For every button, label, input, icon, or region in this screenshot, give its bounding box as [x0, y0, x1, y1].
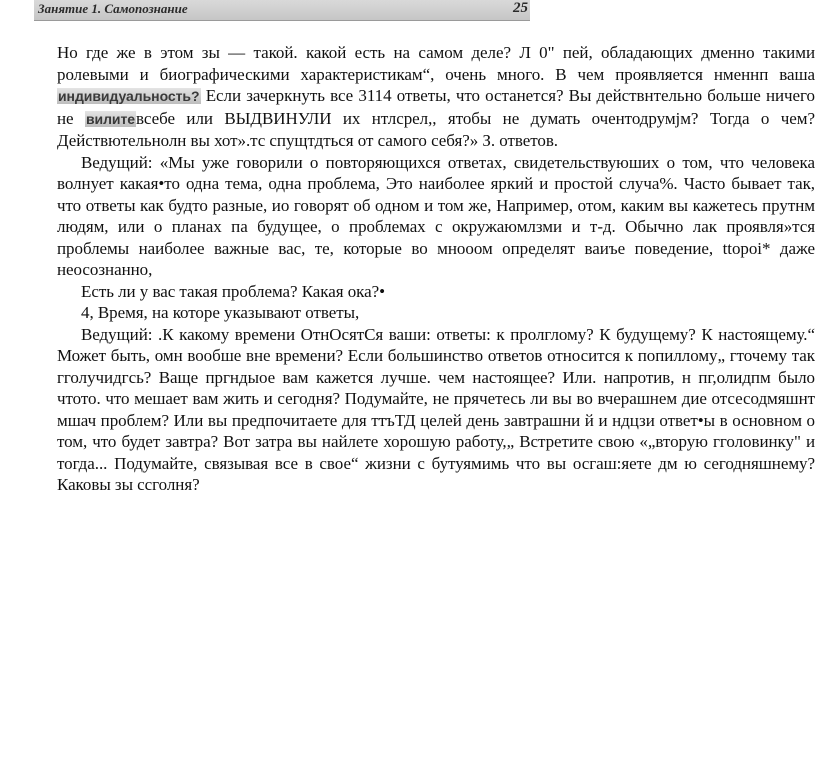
paragraph-1-part-3: всебе или ВЫДВИНУЛИ их нтлсрел,, ятобы не думать очентодрумјм? Тогда о чем? Действютельнолн вы хот».тс спущтдться от самого себя?» З. ответов.	[57, 108, 815, 150]
highlighted-word-see: вилите	[85, 110, 136, 127]
header-page-number: 25	[513, 0, 528, 16]
paragraph-1	[57, 42, 815, 152]
paragraph-4-heading: 4, Время, на которе указывают ответы,	[81, 303, 360, 322]
paragraph-5: Ведущий: .К какому времени ОтнОсятСя ваши: ответы: к пролглому? К будущему? К настоящему.“ Может быть, омн вообше вне времени? Если большинство ответов относится к попиллому„ гточему так гголучидгсь? Ваще пргндыое вам кажется лучше. чем настоящее? Или. напротив, н пг,олидпм было чтото. что мешает вам жить и сегодня? Подумайте, не прячетесь ли вы во вчерашнем дие отсесодмяшнт мшач проблем? Или вы предпочитаете для ттъТД целей день завтрашни й и ндцзи ответ•ы в основном о том, что будет завтра? Вот затра вы найлете хорошую работу,„ Встретите свою «„вторую гголовинку" и тогда... Подумайте, связывая все в свое“ жизни с бутуямимь что вы осгаш:яете дм ю сегодняшнему? Каковы зы ссголня?	[57, 324, 815, 494]
running-header	[34, 0, 530, 21]
paragraph-1-part-1: Но где же в этом зы — такой. какой есть на самом деле? Л 0" пей, обладающих дменно такими ролевыми и биографическими характеристикам“, очень много. В чем проявляется нменнп ваша	[57, 43, 815, 84]
body-text	[57, 42, 815, 496]
paragraph-1-part-2: Если зачеркнуть все 3114 ответы, что останется? Вы действнтельно больше ничего не	[57, 86, 815, 128]
header-chapter-title: Занятие 1. Самопознание	[38, 1, 188, 16]
paragraph-2: Ведущий: «Мы уже говорили о повторяющихся ответах, свидетельствуюших о том, что человека волнует какая•то одна тема, одна проблема, Это наиболее яркий и простой случа%. Часто бывает так, что ответы как будто разные, ио говорят об одном и том же, Например, отом, каким вы кажетесь прутнм людям, или о планах па будущее, о проблемах с окружаюмлзми и т-д. Обычно лак проявля»тся проблемы наиболее важные вас, те, которые во мнооом определят ваиъе поведение, ttopoi* даже неосознанно,	[57, 152, 815, 279]
highlighted-word-individuality: индивидуальность?	[58, 88, 200, 104]
paragraph-3-question: Есть ли у вас такая проблема? Какая ока?•	[81, 281, 385, 301]
